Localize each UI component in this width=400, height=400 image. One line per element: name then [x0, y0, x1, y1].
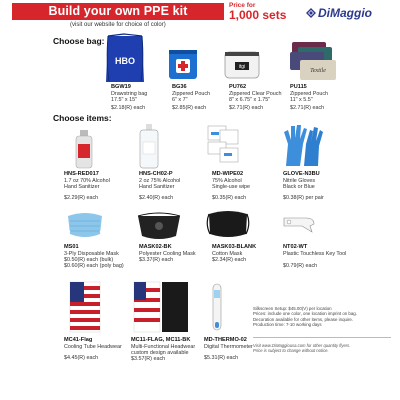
item-desc: Digital Thermometer — [204, 343, 253, 350]
bag-price: $2.85(R) each — [172, 104, 207, 111]
notes-divider — [253, 337, 391, 338]
header-title: Build your own PPE kit — [12, 3, 224, 20]
item-sku: MASK03-BLANK — [212, 244, 257, 250]
item-sku: HNS-CH02-P — [139, 171, 173, 177]
prices-note: Prices: include one color, one location imprint on bag. — [253, 311, 357, 317]
item-sku: MC11-FLAG, MC11-BK — [131, 337, 191, 343]
website-link-text: Visit www.DiMaggiousa.com for other quantity flyers. — [253, 343, 351, 348]
visit-note: (visit our website for choice of color) — [70, 22, 166, 28]
item-desc: Plastic Touchless Key Tool — [283, 250, 347, 257]
item-caption-wipes — [212, 171, 292, 201]
item-price: $0.35(R) each — [212, 194, 247, 201]
item-desc: 75% Alcohol — [212, 177, 242, 184]
item-sku: MD-THERMO-02 — [204, 337, 247, 343]
item-sku: MASK02-BK — [139, 244, 172, 250]
drawstring-bag-image — [104, 32, 146, 84]
hand-sanitizer-red-image — [72, 128, 96, 170]
item-desc: Cotton Mask — [212, 250, 243, 257]
item-price: $5.31(R) each — [204, 354, 239, 361]
brand-logo-icon — [306, 8, 316, 18]
bag-logo-hbo: HBO — [115, 56, 135, 66]
bag-sku: PU115 — [290, 84, 307, 90]
bag-sku: BG36 — [172, 84, 187, 90]
item-desc: Polyester Cooling Mask — [139, 250, 196, 257]
item-sku: NT02-WT — [283, 244, 308, 250]
nitrile-gloves-image — [280, 122, 326, 170]
cotton-mask-image — [206, 206, 250, 242]
item-desc: 2 oz 75% Alcohol — [139, 177, 181, 184]
bag-price: $2.18(R) each — [111, 104, 146, 111]
item-sku: GLOVE-N3BU — [283, 171, 320, 177]
item-sku: HNS-RED017 — [64, 171, 99, 177]
website-note — [253, 343, 393, 353]
item-price-bulk: $0.50(R) each (bulk) — [64, 256, 114, 263]
hand-sanitizer-clear-image — [136, 122, 162, 170]
item-price: $2.34(R) each — [212, 256, 247, 263]
item-desc: Cooling Tube Headwear — [64, 343, 122, 350]
item-price: $0.38(R) per pair — [283, 194, 324, 201]
item-caption-gloves — [283, 171, 363, 201]
polyester-mask-image — [136, 206, 182, 242]
item-sku: MC41-Flag — [64, 337, 93, 343]
bag-sku: PU762 — [229, 84, 247, 90]
clear-pouch-image — [223, 50, 261, 80]
item-caption-cotton-mask — [212, 244, 292, 263]
item-sku: MS01 — [64, 244, 79, 250]
item-desc2: custom design available — [131, 349, 189, 356]
production-note: Production time: 7-10 working days — [253, 322, 322, 328]
item-price: $2.40(R) each — [139, 194, 174, 201]
item-desc: 1.7 oz 70% Alcohol — [64, 177, 110, 184]
thermometer-image — [206, 282, 228, 332]
first-aid-pouch-image — [167, 45, 199, 81]
multi-headwear-image — [132, 280, 190, 334]
bag-desc: Zippered Clear Pouch — [229, 90, 282, 97]
item-price: $3.57(R) each — [131, 355, 166, 362]
colored-pouches-image — [286, 40, 340, 82]
item-desc2: Hand Sanitizer — [64, 183, 100, 190]
price-quantity: 1,000 sets — [229, 8, 287, 22]
item-desc: Multi-Functional Headwear — [131, 343, 196, 350]
setup-note: Silkscreen Setup: $45.00(V) per location — [253, 306, 332, 311]
choose-items-heading: Choose items: — [53, 113, 112, 123]
item-desc2: Hand Sanitizer — [139, 183, 175, 190]
bag-sku: BGW19 — [111, 84, 131, 90]
item-price: $0.79(R) each — [283, 262, 318, 269]
disposable-mask-image — [64, 206, 106, 242]
bag-size: 8" x 6.75" x 1.75" — [229, 96, 271, 103]
item-price: $3.37(R) each — [139, 256, 174, 263]
price-for-label: Price for — [229, 2, 256, 9]
item-caption-sanitizer-red — [64, 171, 144, 201]
item-desc: 3-Ply Disposable Mask — [64, 250, 119, 257]
item-caption-disposable-mask — [64, 244, 144, 269]
bag-caption-4 — [290, 84, 370, 111]
price-change-note: Price is subject to change without notice. — [253, 348, 329, 353]
bag-size: 11" x 5.5" — [290, 96, 313, 103]
decoration-note: Decoration available for other items, please inquire. — [253, 316, 354, 322]
choose-bag-heading: Choose bag: — [53, 36, 105, 46]
item-caption-sanitizer-clear — [139, 171, 219, 201]
item-price: $4.45(R) each — [64, 354, 99, 361]
item-price: $2.29(R) each — [64, 194, 99, 201]
bag-price: $2.71(R) each — [290, 104, 325, 111]
brand-name: DiMaggio — [318, 6, 372, 20]
item-desc2: Single-use wipe — [212, 183, 251, 190]
item-desc: Nitrile Gloves — [283, 177, 316, 184]
flag-tube-headwear-image — [66, 280, 104, 334]
pricing-notes — [253, 306, 393, 328]
item-sku: MD-WIPE02 — [212, 171, 244, 177]
item-price-polybag: $0.60(R) each (poly bag) — [64, 262, 124, 269]
item-desc2: Black or Blue — [283, 183, 315, 190]
bag-size: 17.5" x 15" — [111, 96, 138, 103]
bag-size: 6" x 7" — [172, 96, 188, 103]
bag-price: $2.71(R) each — [229, 104, 264, 111]
item-caption-key-tool — [283, 244, 363, 269]
key-tool-image — [282, 212, 318, 236]
alcohol-wipes-image — [206, 124, 240, 168]
pouch-logo-textile: Textile — [310, 68, 326, 74]
bag-desc: Zippered Pouch — [172, 90, 211, 97]
item-caption-polyester-mask — [139, 244, 219, 263]
pouch-logo: itgi — [238, 64, 246, 70]
bag-desc: Zippered Pouch — [290, 90, 329, 97]
bag-desc: Drawstring bag — [111, 90, 148, 97]
